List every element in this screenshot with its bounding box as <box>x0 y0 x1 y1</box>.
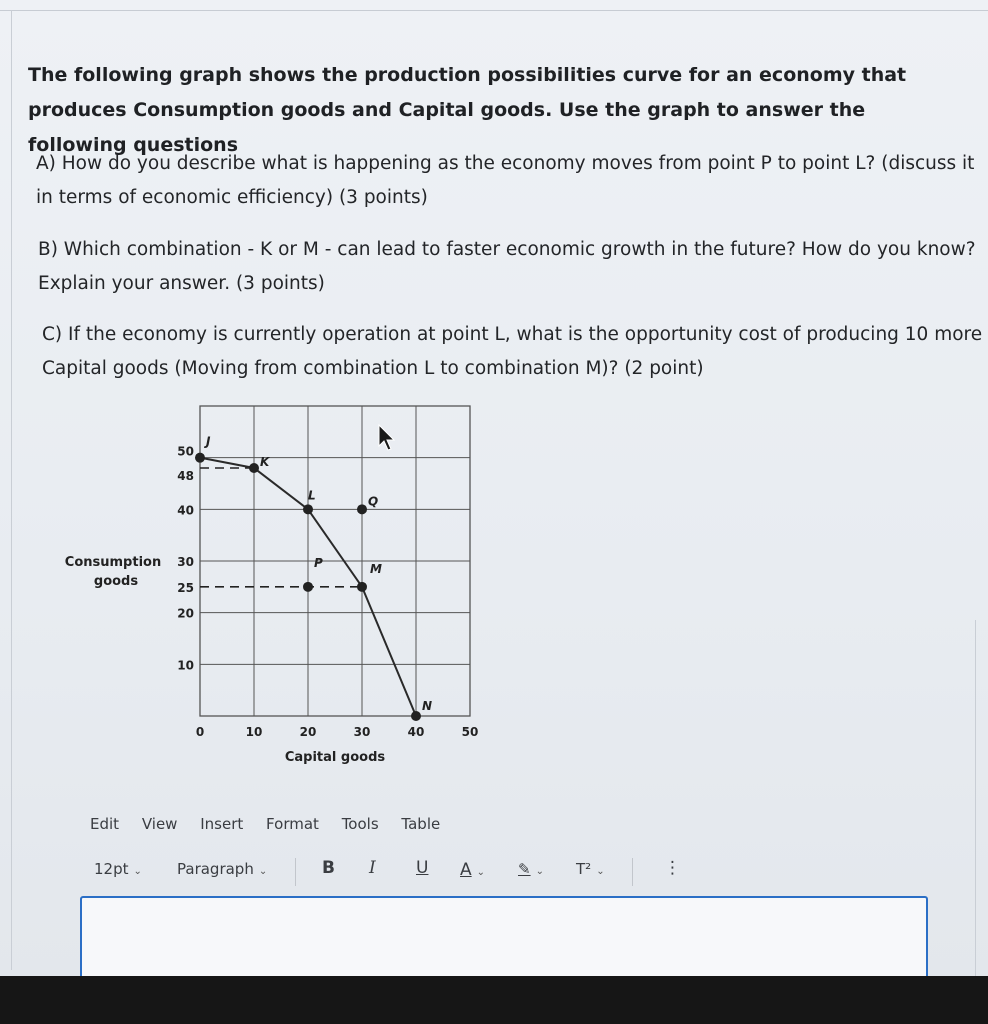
menu-edit[interactable]: Edit <box>90 815 120 833</box>
monitor-bezel <box>0 976 988 1024</box>
y-axis-label-line-2: goods <box>93 574 139 589</box>
bold-button[interactable]: B <box>322 858 335 878</box>
point-p <box>303 582 313 592</box>
superscript-icon: T² <box>576 860 592 878</box>
chevron-down-icon: ⌄ <box>133 866 142 877</box>
point-k <box>249 463 259 473</box>
chevron-down-icon: ⌄ <box>535 866 544 877</box>
y-axis-label-line-1: Consumption <box>64 555 162 570</box>
chevron-down-icon: ⌄ <box>596 866 605 877</box>
y-tick-label: 20 <box>177 606 194 621</box>
toolbar-separator <box>295 858 296 886</box>
x-tick-label: 20 <box>299 725 317 739</box>
y-tick-label: 48 <box>177 469 194 483</box>
highlight-button[interactable] <box>518 860 544 878</box>
mouse-cursor-icon <box>379 425 394 450</box>
point-q <box>357 504 367 514</box>
menu-format[interactable]: Format <box>266 815 319 833</box>
text-color-button[interactable] <box>460 860 485 880</box>
menu-view[interactable]: View <box>141 815 178 833</box>
x-tick-label: 30 <box>353 725 371 739</box>
x-axis-label: Capital goods <box>284 750 386 765</box>
y-tick-label: 25 <box>177 580 194 595</box>
point-label-l: L <box>308 488 316 503</box>
block-format-value: Paragraph <box>177 860 254 878</box>
x-tick-label: 50 <box>461 725 479 739</box>
underline-button[interactable]: U <box>416 858 429 878</box>
chevron-down-icon: ⌄ <box>476 867 486 878</box>
editor-menubar <box>90 815 458 833</box>
menu-insert[interactable]: Insert <box>200 815 244 833</box>
point-label-n: N <box>422 699 433 713</box>
italic-button[interactable]: I <box>369 858 376 878</box>
toolbar-separator <box>632 858 633 886</box>
x-tick-label: 40 <box>407 725 425 739</box>
question-intro: The following graph shows the production possibilities curve for an economy that produces Consumption goods and Capital goods. Use the graph to answer the following questions <box>28 64 907 156</box>
x-tick-label: 0 <box>195 725 205 739</box>
point-j <box>195 453 205 463</box>
chevron-down-icon: ⌄ <box>258 866 268 877</box>
question-b: B) Which combination - K or M - can lead to faster economic growth in the future? How do you know? Explain your answer. (3 points) <box>38 239 976 294</box>
y-tick-label: 40 <box>177 503 194 518</box>
block-format-select[interactable] <box>177 860 267 878</box>
font-size-select[interactable] <box>94 860 142 878</box>
point-m <box>357 582 367 592</box>
question-a: A) How do you describe what is happening as the economy moves from point P to point L? (discuss it in terms of economic efficiency) (3 points) <box>36 153 975 208</box>
question-c: C) If the economy is currently operation at point L, what is the opportunity cost of producing 10 more Capital goods (Moving from combination L to combination M)? (2 point) <box>42 324 983 379</box>
x-tick-label: 10 <box>245 725 263 739</box>
menu-tools[interactable]: Tools <box>341 815 379 833</box>
highlighter-icon: ✎ <box>518 860 531 878</box>
y-tick-label: 30 <box>177 555 194 569</box>
menu-table[interactable]: Table <box>401 815 441 833</box>
point-label-p: P <box>314 555 323 570</box>
y-tick-label: 50 <box>177 444 194 459</box>
text-color-icon: A <box>460 860 472 880</box>
point-label-j: J <box>206 434 211 449</box>
point-label-m: M <box>370 561 382 576</box>
point-label-q: Q <box>368 494 379 509</box>
font-size-value: 12pt <box>94 860 129 878</box>
point-l <box>303 504 313 514</box>
y-tick-label: 10 <box>177 658 194 673</box>
superscript-button[interactable] <box>576 860 605 878</box>
point-n <box>411 711 421 721</box>
point-label-k: K <box>260 455 270 469</box>
more-options-button[interactable]: ⋮ <box>664 858 681 878</box>
